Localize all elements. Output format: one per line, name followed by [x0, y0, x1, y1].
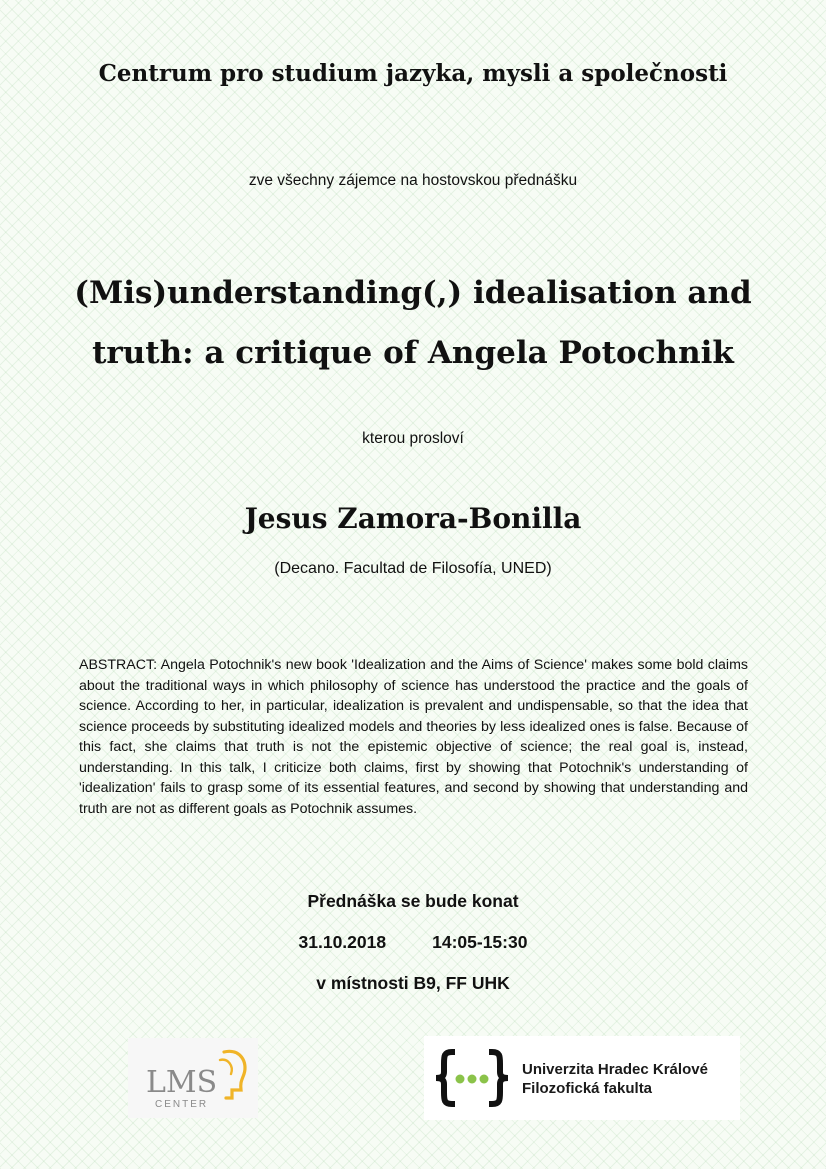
delivered-by-text: kterou prosloví — [362, 430, 464, 447]
talk-title-line-2: truth: a critique of Angela Potochnik — [92, 335, 734, 371]
uhk-faculty-logo — [424, 1036, 740, 1120]
talk-title — [0, 263, 826, 383]
organizer-heading: Centrum pro studium jazyka, mysli a společnosti — [98, 60, 728, 87]
lms-logo-subtext: CENTER — [155, 1099, 209, 1110]
talk-title-line-1: (Mis)understanding(,) idealisation and — [74, 275, 752, 311]
uhk-logo-text — [522, 1060, 708, 1098]
schedule-room: v místnosti B9, FF UHK — [316, 973, 510, 993]
schedule-intro: Přednáška se bude konat — [307, 891, 519, 911]
invitation-text: zve všechny zájemce na hostovskou přednášku — [248, 172, 578, 189]
uhk-logo-line-1: Univerzita Hradec Králové — [522, 1061, 708, 1078]
speaker-name: Jesus Zamora-Bonilla — [244, 502, 582, 535]
speaker-affiliation: (Decano. Facultad de Filosofía, UNED) — [274, 560, 552, 577]
schedule-date: 31.10.2018 — [298, 932, 387, 952]
uhk-logo-line-2: Filozofická fakulta — [522, 1080, 653, 1097]
abstract-paragraph: ABSTRACT: Angela Potochnik's new book 'Idealization and the Aims of Science' makes some bold claims about the traditional ways in which philosophy of science has understood the practice and the goals of science. According to her, in particular, idealization is prevalent and undispensable, so that the idea that science proceeds by substituting idealized models and theories by less idealized ones is false. Because of this fact, she claims that truth is not the epistemic objective of science; the real goal is, instead, understanding. In this talk, I criticize both claims, first by showing that Potochnik's understanding of 'idealization' fails to grasp some of its essential features, and second by showing that understanding and truth are not as different goals as Potochnik assumes. — [79, 657, 748, 817]
lms-logo-graphic — [128, 1038, 258, 1118]
uhk-braces-icon — [424, 1036, 520, 1120]
schedule-datetime — [0, 932, 826, 953]
lms-center-logo — [128, 1038, 258, 1118]
lms-logo-text: LMS — [146, 1065, 218, 1100]
schedule-time: 14:05-15:30 — [432, 932, 528, 952]
